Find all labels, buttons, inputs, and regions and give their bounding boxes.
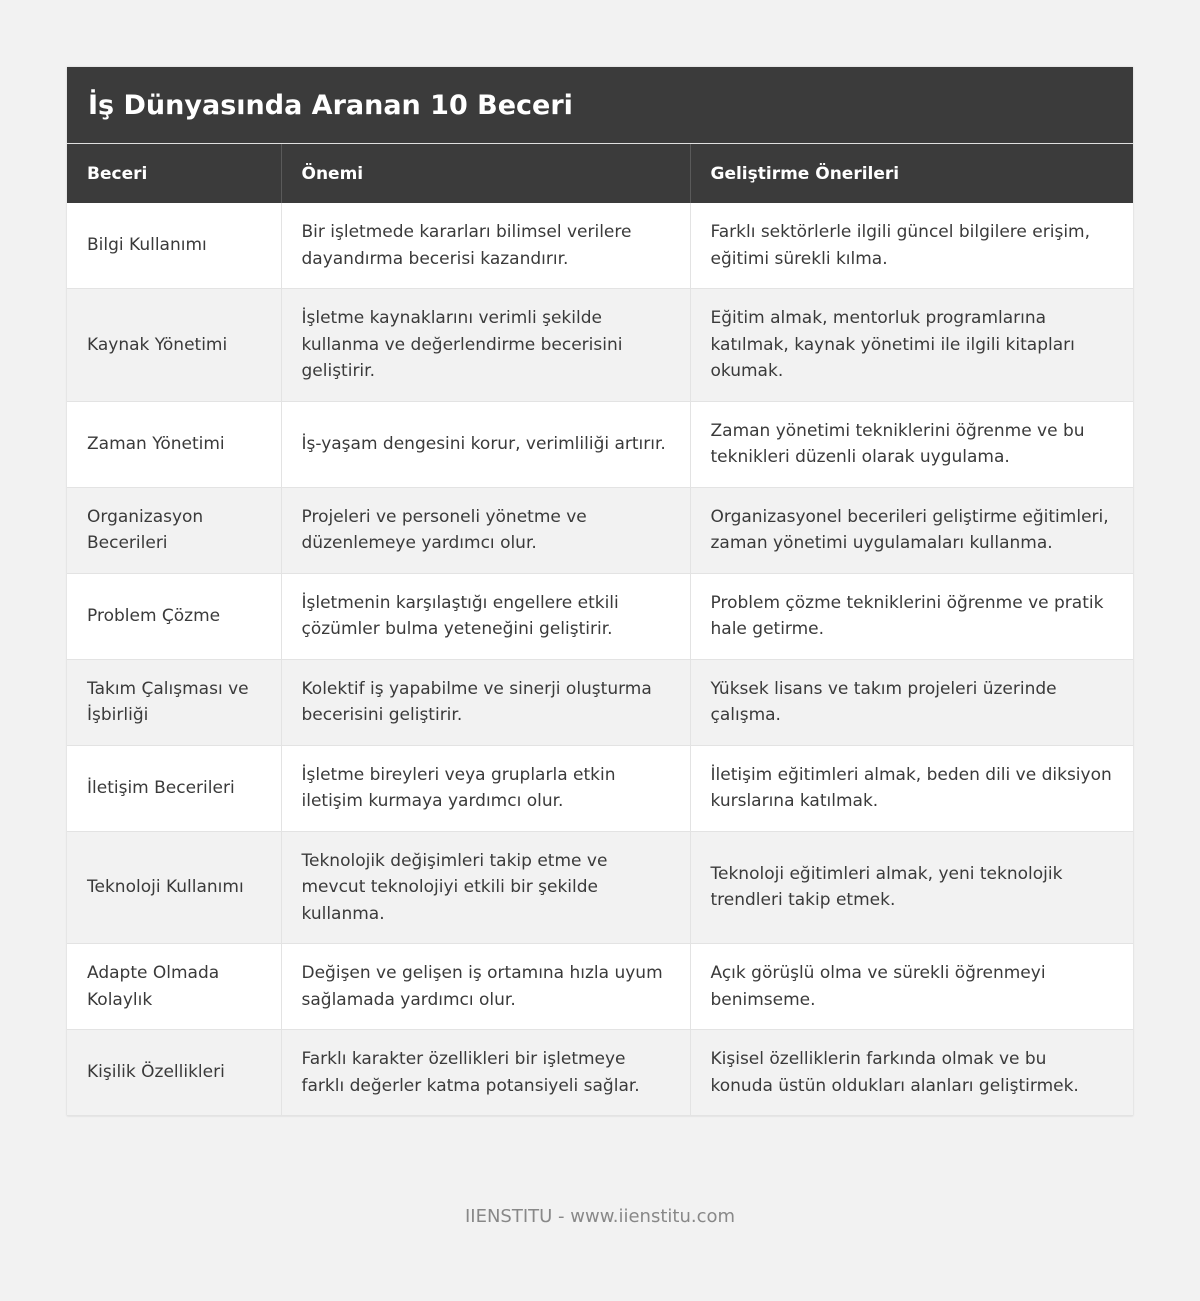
suggestion-cell: Zaman yönetimi tekniklerini öğrenme ve bu teknikleri düzenli olarak uygulama. [690,401,1133,487]
footer-credit: IIENSTITU - www.iienstitu.com [464,1206,736,1227]
skills-table [67,144,1133,1116]
page-title: İş Dünyasında Aranan 10 Beceri [67,67,1133,144]
importance-cell: İş-yaşam dengesini korur, verimliliği artırır. [281,401,690,487]
importance-cell: İşletmenin karşılaştığı engellere etkili çözümler bulma yeteneğini geliştirir. [281,573,690,659]
suggestion-cell: Problem çözme tekniklerini öğrenme ve pratik hale getirme. [690,573,1133,659]
table-row [67,1030,1133,1116]
importance-cell: Projeleri ve personeli yönetme ve düzenlemeye yardımcı olur. [281,487,690,573]
skill-cell: İletişim Becerileri [67,745,281,831]
skill-cell: Problem Çözme [67,573,281,659]
table-row [67,401,1133,487]
importance-cell: Kolektif iş yapabilme ve sinerji oluşturma becerisini geliştirir. [281,659,690,745]
suggestion-cell: Açık görüşlü olma ve sürekli öğrenmeyi benimseme. [690,944,1133,1030]
skill-cell: Zaman Yönetimi [67,401,281,487]
column-header-suggestions: Geliştirme Önerileri [690,144,1133,203]
suggestion-cell: Kişisel özelliklerin farkında olmak ve bu konuda üstün oldukları alanları geliştirmek. [690,1030,1133,1116]
suggestion-cell: İletişim eğitimleri almak, beden dili ve diksiyon kurslarına katılmak. [690,745,1133,831]
suggestion-cell: Eğitim almak, mentorluk programlarına katılmak, kaynak yönetimi ile ilgili kitapları okumak. [690,289,1133,402]
table-row [67,745,1133,831]
skill-cell: Adapte Olmada Kolaylık [67,944,281,1030]
skill-cell: Bilgi Kullanımı [67,203,281,289]
importance-cell: Bir işletmede kararları bilimsel verilere dayandırma becerisi kazandırır. [281,203,690,289]
table-row [67,659,1133,745]
table-row [67,289,1133,402]
importance-cell: Farklı karakter özellikleri bir işletmeye farklı değerler katma potansiyeli sağlar. [281,1030,690,1116]
table-row [67,573,1133,659]
suggestion-cell: Teknoloji eğitimleri almak, yeni teknolojik trendleri takip etmek. [690,831,1133,944]
table-row [67,944,1133,1030]
suggestion-cell: Yüksek lisans ve takım projeleri üzerinde çalışma. [690,659,1133,745]
importance-cell: Teknolojik değişimleri takip etme ve mevcut teknolojiyi etkili bir şekilde kullanma. [281,831,690,944]
table-row [67,487,1133,573]
suggestion-cell: Organizasyonel becerileri geliştirme eğitimleri, zaman yönetimi uygulamaları kullanma. [690,487,1133,573]
table-header-row [67,144,1133,203]
skill-cell: Takım Çalışması ve İşbirliği [67,659,281,745]
suggestion-cell: Farklı sektörlerle ilgili güncel bilgilere erişim, eğitimi sürekli kılma. [690,203,1133,289]
skill-cell: Kaynak Yönetimi [67,289,281,402]
skill-cell: Teknoloji Kullanımı [67,831,281,944]
skills-table-card [67,67,1133,1116]
column-header-skill: Beceri [67,144,281,203]
table-row [67,831,1133,944]
importance-cell: İşletme bireyleri veya gruplarla etkin iletişim kurmaya yardımcı olur. [281,745,690,831]
column-header-importance: Önemi [281,144,690,203]
skill-cell: Kişilik Özellikleri [67,1030,281,1116]
importance-cell: Değişen ve gelişen iş ortamına hızla uyum sağlamada yardımcı olur. [281,944,690,1030]
skill-cell: Organizasyon Becerileri [67,487,281,573]
table-row [67,203,1133,289]
importance-cell: İşletme kaynaklarını verimli şekilde kullanma ve değerlendirme becerisini geliştirir. [281,289,690,402]
